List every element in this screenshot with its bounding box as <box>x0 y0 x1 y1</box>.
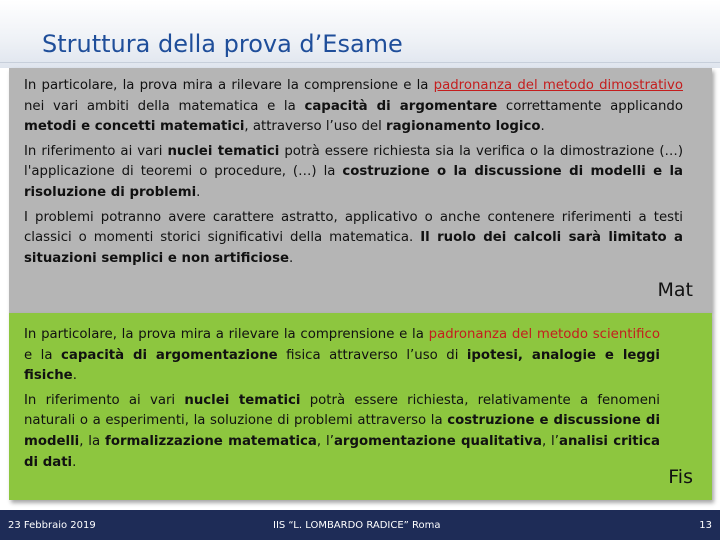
text-run: capacità di argomentazione <box>60 347 278 363</box>
text-run: . <box>72 454 77 470</box>
footer-bar <box>0 510 720 540</box>
text-run: nei vari ambiti della matematica e la <box>24 98 305 114</box>
mat-label: Mat <box>657 279 693 301</box>
text-run: potrà essere richiesta sia la verifica o la dimostrazione (…) l'applicazione di teoremi o procedure, (…) la <box>24 143 684 180</box>
fis-paragraph-2 <box>24 391 660 473</box>
footer-school: IIS “L. LOMBARDO RADICE” Roma <box>273 520 441 531</box>
text-run: Il ruolo dei calcoli sarà limitato a situazioni semplici e non artificiose <box>24 230 683 266</box>
text-run: formalizzazione matematica <box>105 433 317 449</box>
text-run: e la <box>24 347 61 363</box>
text-run: costruzione e discussione di modelli <box>24 413 660 449</box>
text-run: padronanza del metodo dimostrativo <box>433 78 683 93</box>
text-run: I problemi potranno avere carattere astratto, applicativo o anche contenere riferimenti a testi classici o momenti storici significativi della matematica. <box>24 209 683 246</box>
page-number: 13 <box>699 520 712 531</box>
text-run: , la <box>79 433 106 449</box>
text-run: capacità di argomentare <box>304 98 498 114</box>
fis-label: Fis <box>668 466 693 488</box>
mat-paragraph-1 <box>24 76 683 138</box>
text-run: , l’ <box>316 433 334 449</box>
text-run: fisica attraverso l’uso di <box>277 347 467 363</box>
text-run: nuclei tematici <box>184 392 301 408</box>
text-run: . <box>72 368 77 384</box>
text-run: potrà essere richiesta, relativamente a fenomeni naturali o a esperimenti, la soluzione di problemi attraverso la <box>24 392 660 429</box>
text-run: , l’ <box>541 433 559 449</box>
fis-paragraph-1 <box>24 325 660 387</box>
text-run: costruzione o la discussione di modelli e la risoluzione di problemi <box>24 164 683 200</box>
text-run: In riferimento ai vari <box>24 392 185 408</box>
text-run: argomentazione qualitativa <box>333 433 542 449</box>
mat-paragraph-3 <box>24 208 683 270</box>
title-divider <box>0 62 720 63</box>
text-run: . <box>540 119 545 135</box>
mat-box <box>9 68 712 313</box>
slide-title: Struttura della prova d’Esame <box>42 30 403 58</box>
text-run: In riferimento ai vari <box>24 143 168 159</box>
fis-box <box>9 313 712 500</box>
text-run: analisi critica di dati <box>24 433 661 470</box>
text-run: In particolare, la prova mira a rilevare la comprensione e la <box>24 327 429 342</box>
text-run: ipotesi, analogie e leggi fisiche <box>24 347 660 384</box>
text-run: , attraverso l’uso del <box>244 119 387 135</box>
mat-paragraph-2 <box>24 142 683 204</box>
text-run: In particolare, la prova mira a rilevare la comprensione e la <box>24 78 434 93</box>
text-run: padronanza del metodo scientifico <box>428 327 660 342</box>
text-run: . <box>196 184 201 200</box>
text-run: correttamente applicando <box>497 98 683 114</box>
footer-date: 23 Febbraio 2019 <box>8 520 96 531</box>
text-run: nuclei tematici <box>167 143 280 159</box>
text-run: ragionamento logico <box>386 119 541 135</box>
text-run: . <box>289 250 294 266</box>
text-run: metodi e concetti matematici <box>24 119 245 135</box>
